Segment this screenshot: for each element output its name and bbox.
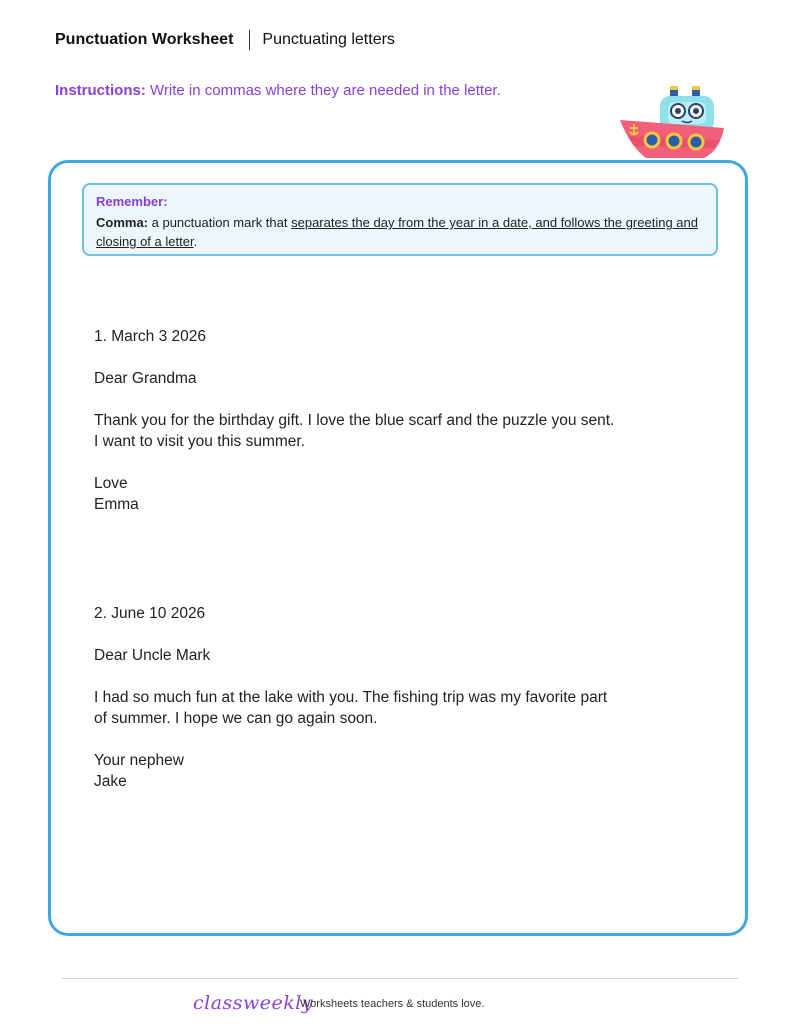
remember-box — [82, 183, 718, 256]
worksheet-header — [55, 30, 395, 50]
header-divider — [249, 30, 250, 50]
letter-signature: Emma — [94, 496, 139, 513]
instructions — [55, 82, 501, 99]
letter-body-line: I want to visit you this summer. — [94, 433, 306, 450]
boat-icon — [618, 84, 726, 168]
letter-date: 1. March 3 2026 — [94, 328, 207, 345]
letter-date: 2. June 10 2026 — [94, 605, 206, 622]
brand-logo: classweekly — [193, 992, 314, 1014]
letter-greeting: Dear Grandma — [94, 370, 197, 387]
worksheet-subtitle: Punctuating letters — [262, 31, 395, 48]
remember-definition — [96, 213, 704, 251]
letter-1 — [94, 326, 614, 515]
instructions-text: Write in commas where they are needed in the letter. — [145, 82, 501, 99]
definition-underlined: separates the day from the year in a date, and follows the greeting and closing of a letter — [96, 215, 698, 249]
remember-label: Remember: — [96, 194, 168, 209]
instructions-label: Instructions: — [55, 82, 146, 99]
worksheet-frame — [48, 160, 748, 936]
letter-body-line: Thank you for the birthday gift. I love the blue scarf and the puzzle you sent. — [94, 412, 615, 429]
letter-body-line: I had so much fun at the lake with you. The fishing trip was my favorite part — [94, 689, 608, 706]
letter-body-line: of summer. I hope we can go again soon. — [94, 710, 378, 727]
definition-text: a punctuation mark that — [148, 215, 292, 230]
definition-end: . — [193, 234, 198, 249]
footer-tagline: Worksheets teachers & students love. — [300, 998, 485, 1010]
footer-divider — [62, 978, 738, 979]
letter-greeting: Dear Uncle Mark — [94, 647, 211, 664]
definition-term: Comma: — [96, 215, 149, 230]
letter-2 — [94, 603, 607, 792]
letter-closing: Your nephew — [94, 752, 184, 769]
letter-signature: Jake — [94, 773, 127, 790]
worksheet-title: Punctuation Worksheet — [55, 31, 234, 48]
letter-closing: Love — [94, 475, 128, 492]
